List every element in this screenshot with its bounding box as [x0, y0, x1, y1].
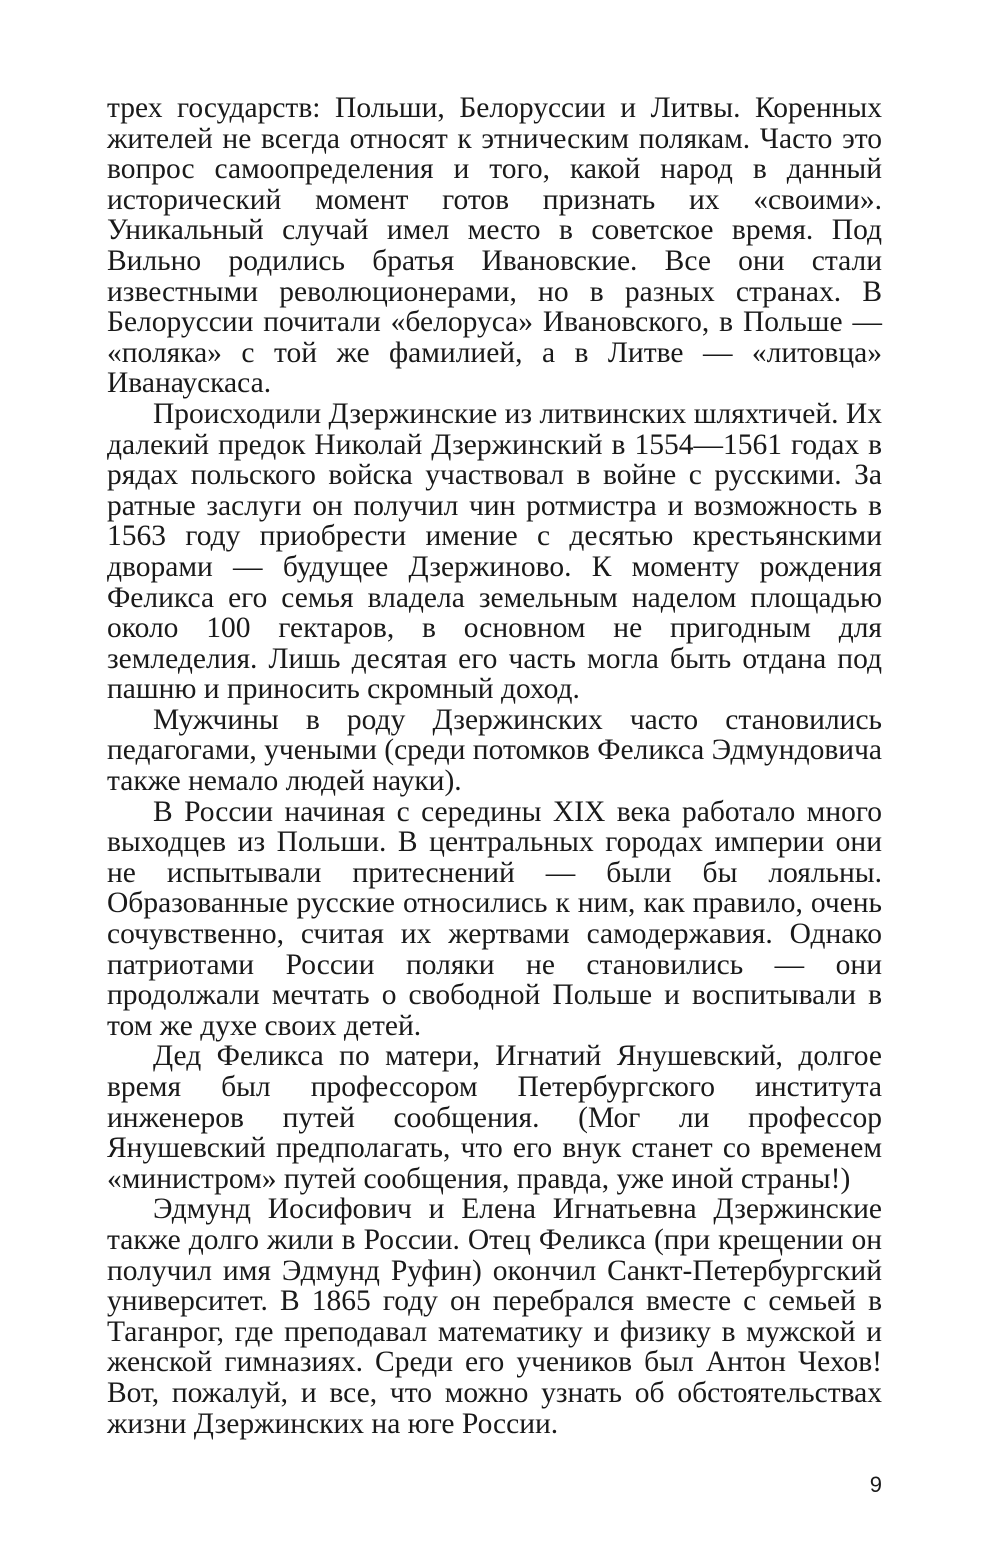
paragraph-2: Происходили Дзержинские из литвинских шляхтичей. Их далекий предок Николай Дзержинский в 1554—1561 годах в рядах польского войска участвовал в войне с русскими. За ратные заслуги он получил чин ротмистра и возможность в 1563 году приобрести имение с десятью крестьянскими дворами — будущее Дзержиново. К моменту рождения Феликса его семья владела земельным наделом площадью около 100 гектаров, в основном не пригодным для земледелия. Лишь десятая его часть могла быть отдана под пашню и приносить скромный доход. [107, 397, 882, 706]
paragraph-5: Дед Феликса по матери, Игнатий Янушевский, долгое время был профессором Петербургского института инженеров путей сообщения. (Мог ли профессор Янушевский предполагать, что его внук станет со временем «министром» путей сообщения, правда, уже иной страны!) [107, 1040, 882, 1195]
paragraph-4: В России начиная с середины XIX века работало много выходцев из Польши. В центральных городах империи они не испытывали притеснений — были бы лояльны. Образованные русские относились к ним, как правило, очень сочувственно, считая их жертвами самодержавия. Однако патриотами России поляки не становились — они продолжали мечтать о свободной Польше и воспитывали в том же духе своих детей. [107, 795, 882, 1042]
paragraph-3: Мужчины в роду Дзержинских часто становились педагогами, учеными (среди потомков Феликса Эдмундовича также немало людей науки). [107, 703, 882, 798]
paragraph-1: трех государств: Польши, Белоруссии и Литвы. Коренных жителей не всегда относят к этническим полякам. Часто это вопрос самоопределения и того, какой народ в данный исторический момент готов признать их «своими». Уникальный случай имел место в советское время. Под Вильно родились братья Ивановские. Все они стали известными революционерами, но в разных странах. В Белоруссии почитали «белоруса» Ивановского, в Польше — «поляка» с той же фамилией, а в Литве — «литовца» Иванаускаса. [107, 92, 882, 400]
page-number: 9 [869, 1472, 882, 1497]
body-text [107, 93, 882, 1439]
paragraph-6: Эдмунд Иосифович и Елена Игнатьевна Дзержинские также долго жили в России. Отец Феликса (при крещении он получил имя Эдмунд Руфин) окончил Санкт-Петербургский университет. В 1865 году он перебрался вместе с семьей в Таганрог, где преподавал математику и физику в мужской и женской гимназиях. Среди его учеников был Антон Чехов! Вот, пожалуй, и все, что можно узнать об обстоятельствах жизни Дзержинских на юге России. [107, 1193, 882, 1440]
